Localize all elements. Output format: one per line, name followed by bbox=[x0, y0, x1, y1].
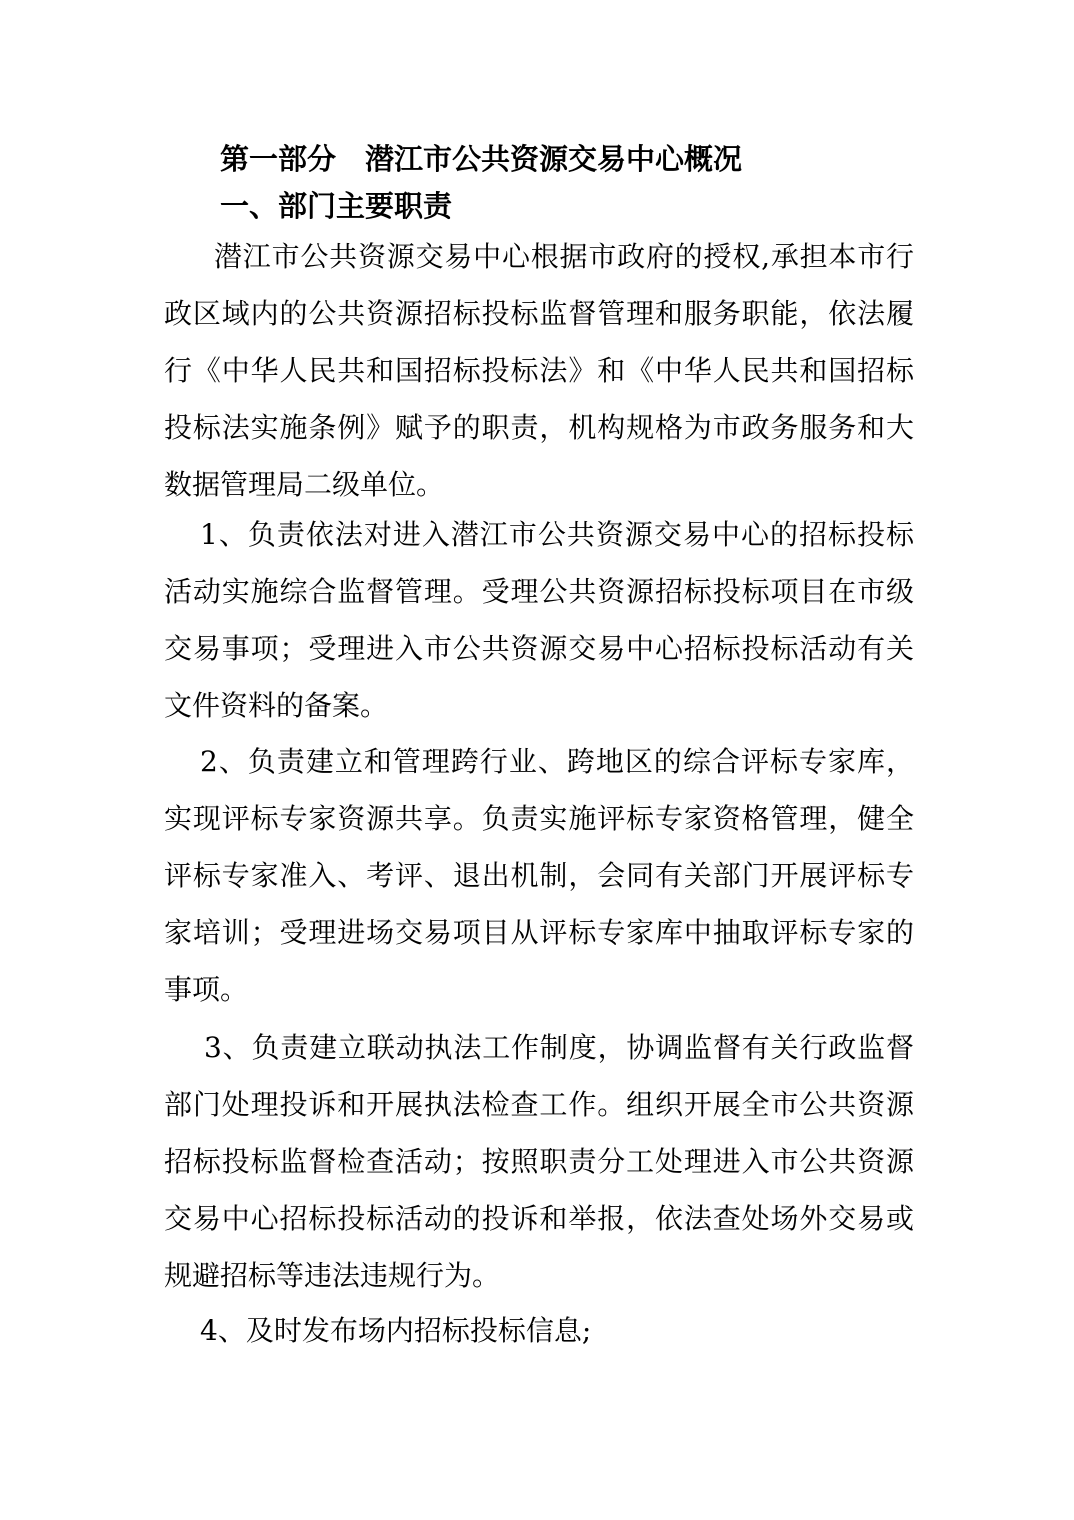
duty-item-1: 1、负责依法对进入潜江市公共资源交易中心的招标投标活动实施综合监督管理。受理公共资源招标投标项目在市级交易事项；受理进入市公共资源交易中心招标投标活动有关文件资料的备案。 bbox=[164, 518, 914, 722]
duty-item-4: 4、及时发布场内招标投标信息; bbox=[200, 1314, 592, 1347]
section-title: 一、部门主要职责 bbox=[220, 189, 453, 223]
intro-paragraph: 潜江市公共资源交易中心根据市政府的授权,承担本市行政区域内的公共资源招标投标监督管理和服务职能，依法履行《中华人民共和国招标投标法》和《中华人民共和国招标投标法实施条例》赋予的职责，机构规格为市政务服务和大数据管理局二级单位。 bbox=[164, 240, 914, 501]
duty-item-3: 3、负责建立联动执法工作制度，协调监督有关行政监督部门处理投诉和开展执法检查工作。组织开展全市公共资源招标投标监督检查活动；按照职责分工处理进入市公共资源交易中心招标投标活动的投诉和举报，依法查处场外交易或规避招标等违法违规行为。 bbox=[164, 1031, 914, 1292]
part-title: 第一部分 潜江市公共资源交易中心概况 bbox=[220, 142, 743, 176]
duty-item-2: 2、负责建立和管理跨行业、跨地区的综合评标专家库，实现评标专家资源共享。负责实施评标专家资格管理，健全评标专家准入、考评、退出机制，会同有关部门开展评标专家培训；受理进场交易项目从评标专家库中抽取评标专家的事项。 bbox=[164, 745, 914, 1006]
